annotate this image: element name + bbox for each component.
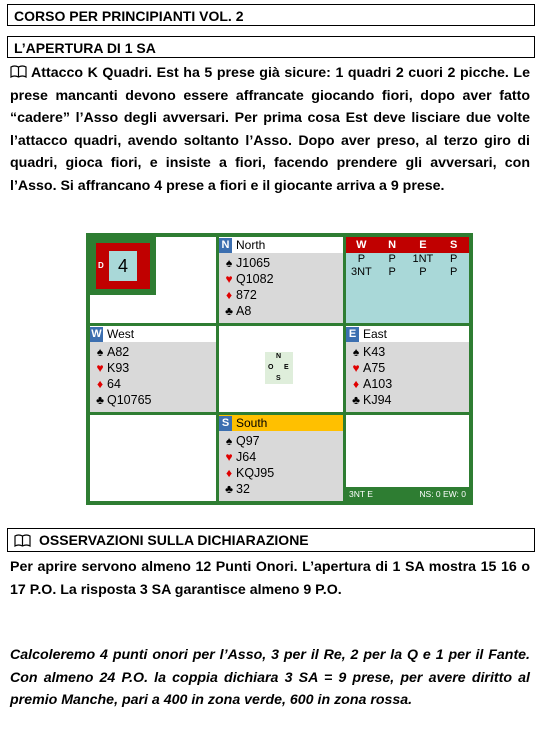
club-icon: ♣	[96, 393, 104, 407]
diamond-icon: ♦	[225, 466, 233, 480]
bid-cell: P	[449, 266, 458, 278]
north-diamonds-cards: 872	[236, 288, 257, 302]
heart-icon: ♥	[96, 361, 104, 375]
north-hearts-cards: Q1082	[236, 272, 274, 286]
south-header	[219, 415, 343, 431]
club-icon: ♣	[225, 304, 233, 318]
heart-icon: ♥	[225, 272, 233, 286]
bid-cell: P	[357, 253, 366, 265]
section-header	[7, 528, 535, 552]
seat-tag-east: E	[346, 327, 359, 342]
spade-icon: ♠	[225, 434, 233, 448]
north-hand	[219, 237, 343, 323]
west-diamonds	[93, 376, 216, 392]
seat-tag-north: N	[219, 238, 232, 253]
west-hearts	[93, 360, 216, 376]
compass-s: S	[276, 375, 281, 382]
north-header	[219, 237, 343, 253]
club-icon: ♣	[225, 482, 233, 496]
bidding-row	[346, 266, 469, 279]
book-icon	[10, 65, 27, 78]
east-hand	[346, 326, 469, 412]
section-subtitle	[7, 36, 535, 58]
bid-header-w: W	[356, 239, 367, 251]
dealer-marker: D	[98, 261, 104, 270]
west-spades	[93, 344, 216, 360]
bid-header-s: S	[449, 239, 458, 251]
section-title: OSSERVAZIONI SULLA DICHIARAZIONE	[39, 532, 309, 548]
north-spades	[222, 255, 343, 271]
document-title	[7, 4, 535, 26]
bidding-row	[346, 253, 469, 266]
table-center	[219, 326, 343, 412]
seat-tag-south: S	[219, 416, 232, 431]
south-clubs-cards: 32	[236, 482, 250, 496]
east-diamonds	[349, 376, 469, 392]
compass	[265, 352, 293, 384]
south-hand	[219, 415, 343, 501]
west-clubs-cards: Q10765	[107, 393, 152, 407]
bridge-diagram	[86, 233, 473, 505]
east-spades-cards: K43	[363, 345, 386, 359]
board-number: 4	[109, 251, 137, 281]
east-name: East	[363, 327, 388, 341]
east-header	[346, 326, 469, 342]
board-cell	[90, 237, 216, 323]
west-name: West	[107, 327, 135, 341]
north-clubs-cards: A8	[236, 304, 252, 318]
spade-icon: ♠	[96, 345, 104, 359]
spade-icon: ♠	[225, 256, 233, 270]
board-frame	[90, 237, 156, 295]
diamond-icon: ♦	[225, 288, 233, 302]
diamond-icon: ♦	[352, 377, 360, 391]
south-diamonds-cards: KQJ95	[236, 466, 275, 480]
result-score: NS: 0 EW: 0	[419, 489, 466, 499]
club-icon: ♣	[352, 393, 360, 407]
compass-e: E	[284, 364, 289, 371]
bid-cell: P	[419, 266, 427, 278]
seat-tag-west: W	[91, 327, 102, 340]
east-hearts	[349, 360, 469, 376]
compass-o: O	[268, 364, 274, 371]
east-diamonds-cards: A103	[363, 377, 393, 391]
south-name: South	[236, 416, 268, 430]
south-hearts	[222, 449, 343, 465]
north-diamonds	[222, 287, 343, 303]
result-cell	[346, 415, 469, 501]
heart-icon: ♥	[225, 450, 233, 464]
bidding-box	[346, 237, 469, 323]
west-clubs	[93, 392, 216, 408]
bid-cell: P	[388, 253, 396, 265]
west-hand	[90, 326, 216, 412]
compass-n: N	[276, 353, 282, 360]
south-diamonds	[222, 465, 343, 481]
east-clubs-cards: KJ94	[363, 393, 392, 407]
north-hearts	[222, 271, 343, 287]
section-paragraph-1: Per aprire servono almeno 12 Punti Onori. L’apertura di 1 SA mostra 15 16 o 17 P.O. La risposta 3 SA garantisce almeno 9 P.O.	[10, 559, 530, 598]
result-bar	[346, 487, 469, 501]
empty-cell	[90, 415, 216, 501]
spade-icon: ♠	[352, 345, 360, 359]
east-clubs	[349, 392, 469, 408]
bid-header-e: E	[419, 239, 427, 251]
intro-paragraph	[10, 62, 530, 197]
diamond-icon: ♦	[96, 377, 104, 391]
south-hearts-cards: J64	[236, 450, 257, 464]
title-text: CORSO PER PRINCIPIANTI VOL. 2	[14, 8, 244, 24]
west-header	[90, 326, 216, 342]
south-spades	[222, 433, 343, 449]
result-contract: 3NT E	[349, 489, 373, 499]
bid-cell: 1NT	[412, 253, 434, 265]
heart-icon: ♥	[352, 361, 360, 375]
north-spades-cards: J1065	[236, 256, 271, 270]
section-paragraph-2: Calcoleremo 4 punti onori per l’Asso, 3 per il Re, 2 per la Q e 1 per il Fante. Con almeno 24 P.O. la coppia dichiara 3 SA = 9 prese, per avere diritto al premio Manche, pari a 400 in zona verde, 600 in zona rossa.	[10, 647, 530, 708]
south-spades-cards: Q97	[236, 434, 260, 448]
book-icon	[14, 534, 31, 547]
bid-cell: 3NT	[350, 266, 372, 278]
west-spades-cards: A82	[107, 345, 130, 359]
intro-text: Attacco K Quadri. Est ha 5 prese già sicure: 1 quadri 2 cuori 2 picche. Le prese mancanti devono essere affrancate giocando fiori, dopo aver fatto “cadere” l’Asso degli avversari. Per prima cosa Est deve lisciare due volte l’attacco quadri, avendo soltanto l’Asso. Dopo aver preso, al terzo giro di quadri, gioca fiori, e insiste a fiori, facendo prendere gli avversari, con l’Asso. Si affrancano 4 prese a fiori e il giocante arriva a 9 prese.	[10, 65, 530, 194]
bid-cell: P	[388, 266, 396, 278]
east-hearts-cards: A75	[363, 361, 386, 375]
west-diamonds-cards: 64	[107, 377, 121, 391]
bid-cell: P	[449, 253, 458, 265]
north-name: North	[236, 238, 266, 252]
west-hearts-cards: K93	[107, 361, 130, 375]
south-clubs	[222, 481, 343, 497]
subtitle-text: L’APERTURA DI 1 SA	[14, 40, 156, 56]
bid-header-n: N	[388, 239, 397, 251]
bidding-header	[346, 237, 469, 253]
east-spades	[349, 344, 469, 360]
north-clubs	[222, 303, 343, 319]
